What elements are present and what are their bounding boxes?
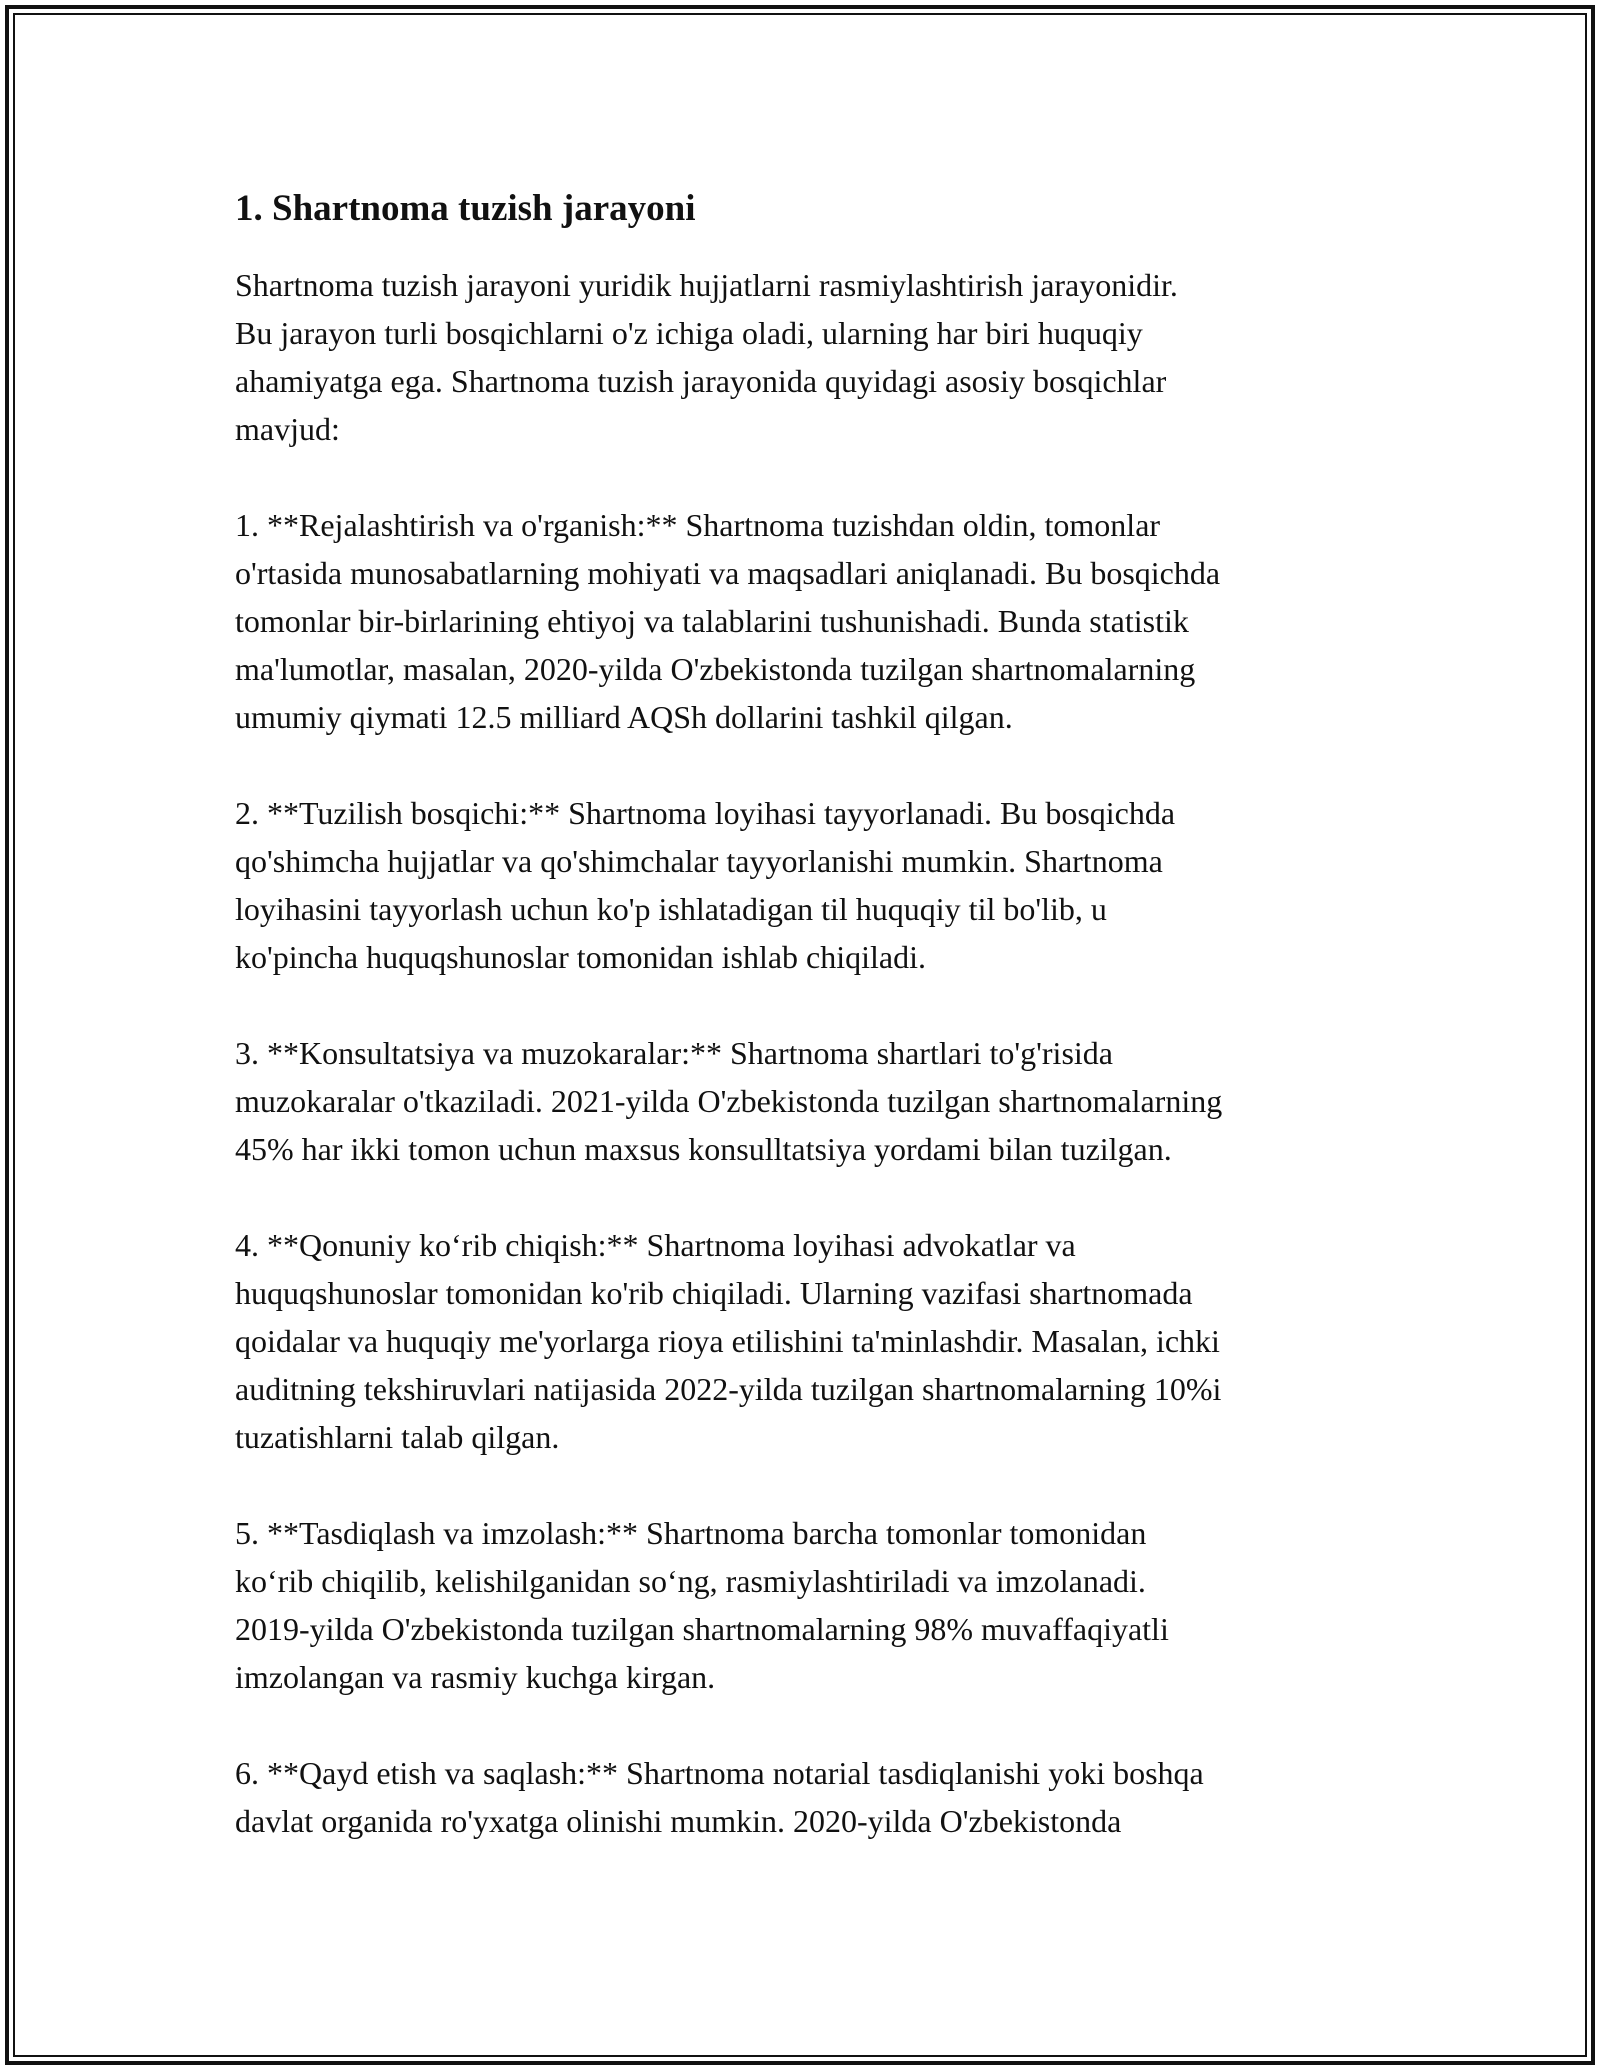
step-3-paragraph: 3. **Konsultatsiya va muzokaralar:** Shartnoma shartlari to'g'risida muzokaralar o'tkaziladi. 2021-yilda O'zbekistonda tuzilgan shartnomalarning 45% har ikki tomon uchun maxsus konsulltatsiya yordami bilan tuzilgan.: [235, 1035, 1223, 1167]
step-6-paragraph: 6. **Qayd etish va saqlash:** Shartnoma notarial tasdiqlanishi yoki boshqa davlat organida ro'yxatga olinishi mumkin. 2020-yilda O'zbekistonda: [235, 1755, 1204, 1839]
section-heading: 1. Shartnoma tuzish jarayoni: [235, 188, 696, 229]
document-body: [235, 185, 1385, 1893]
step-1-paragraph: 1. **Rejalashtirish va o'rganish:** Shartnoma tuzishdan oldin, tomonlar o'rtasida munosabatlarning mohiyati va maqsadlari aniqlanadi. Bu bosqichda tomonlar bir-birlarining ehtiyoj va talablarini tushunishadi. Bunda statistik ma'lumotlar, masalan, 2020-yilda O'zbekistonda tuzilgan shartnomalarning umumiy qiymati 12.5 milliard AQSh dollarini tashkil qilgan.: [235, 507, 1221, 735]
intro-paragraph: Shartnoma tuzish jarayoni yuridik hujjatlarni rasmiylashtirish jarayonidir. Bu jarayon turli bosqichlarni o'z ichiga oladi, ularning har biri huquqiy ahamiyatga ega. Shartnoma tuzish jarayonida quyidagi asosiy bosqichlar mavjud:: [235, 267, 1178, 447]
step-4-paragraph: 4. **Qonuniy ko‘rib chiqish:** Shartnoma loyihasi advokatlar va huquqshunoslar tomonidan ko'rib chiqiladi. Ularning vazifasi shartnomada qoidalar va huquqiy me'yorlarga rioya etilishini ta'minlashdir. Masalan, ichki auditning tekshiruvlari natijasida 2022-yilda tuzilgan shartnomalarning 10%i tuzatishlarni talab qilgan.: [235, 1227, 1222, 1455]
step-5-paragraph: 5. **Tasdiqlash va imzolash:** Shartnoma barcha tomonlar tomonidan ko‘rib chiqilib, kelishilganidan so‘ng, rasmiylashtiriladi va imzolanadi. 2019-yilda O'zbekistonda tuzilgan shartnomalarning 98% muvaffaqiyatli imzolangan va rasmiy kuchga kirgan.: [235, 1515, 1169, 1695]
step-2-paragraph: 2. **Tuzilish bosqichi:** Shartnoma loyihasi tayyorlanadi. Bu bosqichda qo'shimcha hujjatlar va qo'shimchalar tayyorlanishi mumkin. Shartnoma loyihasini tayyorlash uchun ko'p ishlatadigan til huquqiy til bo'lib, u ko'pincha huquqshunoslar tomonidan ishlab chiqiladi.: [235, 795, 1176, 975]
